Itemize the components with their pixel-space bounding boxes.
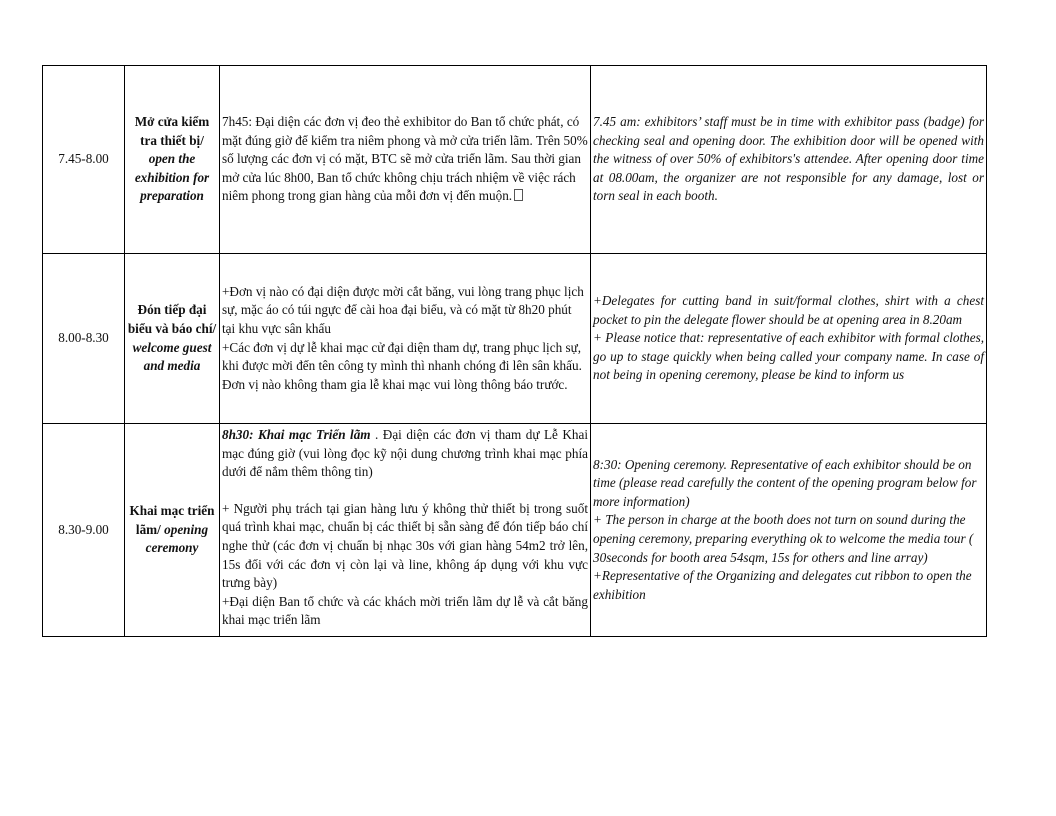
vietnamese-paragraph [222,426,588,482]
vietnamese-cell [220,424,591,637]
activity-en: opening ceremony [145,521,209,556]
vietnamese-text: 7h45: Đại diện các đơn vị đeo thẻ exhibitor do Ban tổ chức phát, có mặt đúng giờ để kiểm tra niêm phong và mở cửa triển lãm. Trên 50% số lượng các đơn vị có mặt, BTC sẽ mở cửa triển lãm. Sau thời gian mở cửa lúc 8h00, Ban tổ chức không chịu trách nhiệm về việc rách niêm phong trong gian hàng của mỗi đơn vị đến muộn. [222,114,588,204]
english-paragraph: + Please notice that: representative of each exhibitor with formal clothes, go up to stage quickly when being called your company name. In case of not being in opening ceremony, please be kind to inform us [593,330,984,383]
english-paragraph: 8:30: Opening ceremony. Representative of each exhibitor should be on time (please read carefully the content of the opening program below for more information) [593,456,977,509]
activity-cell [125,254,220,424]
time-cell: 7.45-8.00 [43,66,125,254]
vietnamese-paragraph: +Đơn vị nào có đại diện được mời cắt băng, vui lòng trang phục lịch sự, mặc áo có túi ngực để cài hoa đại biểu, và có mặt từ 8h20 phút tại khu vực sân khấu [222,283,584,336]
english-cell [591,66,987,254]
vietnamese-paragraph: +Đại diện Ban tổ chức và các khách mời triển lãm dự lễ và cắt băng khai mạc triển lãm [222,593,588,628]
vietnamese-cell [220,254,591,424]
english-cell [591,254,987,424]
vietnamese-cell [220,66,591,254]
activity-cell [125,424,220,637]
activity-cell [125,66,220,254]
activity-vi: Đón tiếp đại biểu và báo chí/ [127,302,217,336]
english-paragraph: +Delegates for cutting band in suit/formal clothes, shirt with a chest pocket to pin the delegate flower should be at opening area in 8.20am [593,293,984,327]
time-cell: 8.00-8.30 [43,254,125,424]
activity-en: welcome guest and media [132,339,212,374]
vietnamese-paragraph: +Các đơn vị dự lễ khai mạc cử đại diện tham dự, trang phục lịch sự, khi được mời đến tên công ty mình thì nhanh chóng đi lên sân khấu. Đơn vị nào không tham gia lễ khai mạc vui lòng thông báo trước. [222,339,582,392]
table-row [43,254,987,424]
missing-glyph-icon [514,189,523,201]
spacer [222,482,588,500]
english-paragraph: + The person in charge at the booth does not turn on sound during the opening ceremony, preparing everything ok to welcome the media tour ( 30seconds for booth area 54sqm, 15s for others and line array) [593,512,974,565]
vietnamese-paragraph: + Người phụ trách tại gian hàng lưu ý không thử thiết bị trong suốt quá trình khai mạc, chuẩn bị các thiết bị sẵn sàng để đón tiếp báo chí nghe thử (các đơn vị chuẩn bị nhạc 30s với gian hàng 54m2 trở lên, 15s đối với các đơn vị còn lại và line, không áp dụng với khu vực trưng bày) [222,500,588,591]
table-row [43,66,987,254]
vietnamese-text: . Đại diện các đơn vị tham dự Lễ Khai mạc đúng giờ (vui lòng đọc kỹ nội dung chương trình khai mạc phía dưới để nắm thêm thông tin) [222,427,588,480]
english-cell [591,424,987,637]
schedule-table [42,65,987,637]
time-cell: 8.30-9.00 [43,424,125,637]
activity-vi: Mở cửa kiểm tra thiết bị/ [134,114,210,148]
english-paragraph: +Representative of the Organizing and delegates cut ribbon to open the exhibition [593,568,972,602]
table-row [43,424,987,637]
activity-en: open the exhibition for preparation [134,151,210,204]
english-text: 7.45 am: exhibitors’ staff must be in time with exhibitor pass (badge) for checking seal and opening door. The exhibition door will be opened with the witness of over 50% of exhibitors's attendee. After opening door time at 08.00am, the organizer are not responsible for any damage, lost or torn seal in each booth. [593,114,984,204]
activity-vi: Khai mạc triển lãm/ [129,503,215,537]
opening-heading: 8h30: Khai mạc Triển lãm [222,427,371,442]
